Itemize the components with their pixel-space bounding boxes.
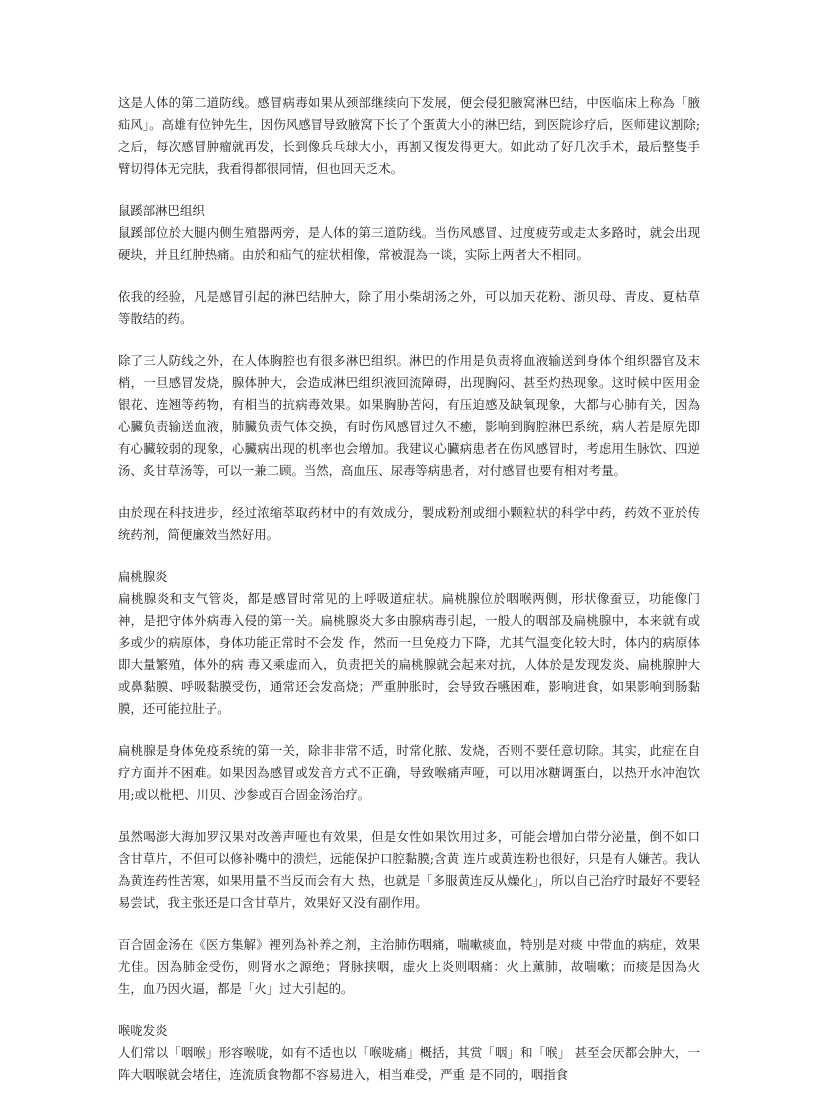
document-page xyxy=(118,92,700,1106)
section-experience xyxy=(118,286,700,330)
paragraph: 除了三人防线之外，在人体胸腔也有很多淋巴组织。淋巴的作用是负责将血液输送到身体个组织器官及末梢，一旦感冒发烧，腺体肿大，会造成淋巴组织液回流障碍，出现胸闷、甚至灼热现象。这时候中医用金银花、连翘等药物，有相当的抗病毒效果。如果胸胁苦闷，有压迫感及缺氧现象，大都与心肺有关，因為心臟负责输送血液，肺臟负责气体交换，有时伤风感冒过久不癒，影响到胸腔淋巴系统，病人若是原先即有心臟较弱的现象，心臟病出现的机率也会增加。我建议心臟病患者在伤风感冒时，考虑用生脉饮、四逆汤、炙甘草汤等，可以一兼二顾。当然，高血压、尿毒等病患者，对付感冒也要有相对考量。 xyxy=(118,353,700,478)
section-heading: 扁桃腺炎 xyxy=(118,569,168,584)
section-heading: 喉咙发炎 xyxy=(118,1023,168,1038)
section-remedies xyxy=(118,826,700,914)
section-baihe-gujin xyxy=(118,934,700,1000)
paragraph: 虽然喝澎大海加罗汉果对改善声哑也有效果，但是女性如果饮用过多，可能会增加白带分泌量，倒不如口含甘草片，不但可以修补嘴中的溃烂，远能保护口腔黏膜;含黄 连片或黄连粉也很好，只是有人嫌苦。我认為黄连药性苦寒，如果用量不当反而会有大 热，也就是「多服黄连反从燥化」，所以自己治疗时最好不要轻易尝试，我主张还是口含甘草片，效果好又没有副作用。 xyxy=(118,829,700,910)
paragraph: 人们常以「咽喉」形容喉咙，如有不适也以「喉咙痛」概括，其赏「咽」和「喉」 甚至会厌都会肿大，一阵大咽喉就会堵住，连流质食物都不容易进入，相当难受，严重 是不同的，咽指食 xyxy=(118,1045,700,1082)
section-heading: 鼠蹊部淋巴组织 xyxy=(118,203,205,218)
section-axillary xyxy=(118,92,700,180)
paragraph: 由於现在科技进步，经过浓缩萃取药材中的有效成分，製成粉剂或细小颗粒状的科学中药，药效不亚於传统药剂，简便廉效当然好用。 xyxy=(118,505,700,542)
paragraph: 扁桃腺是身体免疫系统的第一关，除非非常不适，时常化脓、发烧，否则不要任意切除。其实，此症在自疗方面并不困难。如果因為感冒或发音方式不正确，导致喉痛声哑，可以用冰糖调蛋白，以热开水冲泡饮用;或以枇杷、川贝、沙参或百合固金汤治疗。 xyxy=(118,743,700,802)
section-chest-lymph xyxy=(118,350,700,482)
section-tonsil-immunity xyxy=(118,740,700,806)
paragraph: 百合固金汤在《医方集解》裡列為补养之剂，主治肺伤咽痛，喘嗽痰血，特别是对痰 中带血的病症，效果尤佳。因為肺金受伤，则肾水之源绝；肾脉挟咽，虚火上炎则咽痛：火上薰肺，故喘嗽；而痰是因為火生，血乃因火逼，都是「火」过大引起的。 xyxy=(118,937,700,996)
paragraph: 鼠蹊部位於大腿内侧生殖器两旁，是人体的第三道防线。当伤风感冒、过度疲劳或走太多路时，就会出现硬块，并且红肿热痛。由於和疝气的症状相像，常被混為一谈，实际上两者大不相同。 xyxy=(118,225,700,262)
section-groin-lymph xyxy=(118,200,700,266)
section-modern-medicine xyxy=(118,502,700,546)
section-tonsillitis xyxy=(118,566,700,720)
section-throat-inflammation xyxy=(118,1020,700,1086)
paragraph: 依我的经验，凡是感冒引起的淋巴结肿大，除了用小柴胡汤之外，可以加天花粉、浙贝母、青皮、夏枯草等散结的药。 xyxy=(118,289,700,326)
paragraph: 扁桃腺炎和支气管炎，都是感冒时常见的上呼吸道症状。扁桃腺位於咽喉两侧，形状像蚕豆，功能像门神，是把守体外病毒入侵的第一关。扁桃腺炎大多由腺病毒引起，一般人的咽部及扁桃腺中，本来就有或多或少的病原体，身体功能正常时不会发 作，然而一旦免疫力下降，尤其气温变化较大时，体内的病原体即大量繁殖，体外的病 毒又乘虚而入，负责把关的扁桃腺就会起来对抗，人体於是发现发炎、扁桃腺肿大或鼻黏膜、呼吸黏膜受伤，通常还会发高烧；严重肿胀时，会导致吞嚥困难，影响进食，如果影响到肠黏膜，还可能拉肚子。 xyxy=(118,591,700,716)
paragraph: 这是人体的第二道防线。感冒病毒如果从颈部继续向下发展，便会侵犯腋窝淋巴结，中医临床上称為「腋疝风」。高雄有位钟先生，因伤风感冒导致腋窝下长了个蛋黄大小的淋巴结，到医院诊疗后，医师建议割除;之后，每次感冒肿瘤就再发，长到像兵乓球大小，再割又復发得更大。如此动了好几次手术，最后整隻手臂切得体无完肤，我看得都很同情，但也回天乏术。 xyxy=(118,95,700,176)
